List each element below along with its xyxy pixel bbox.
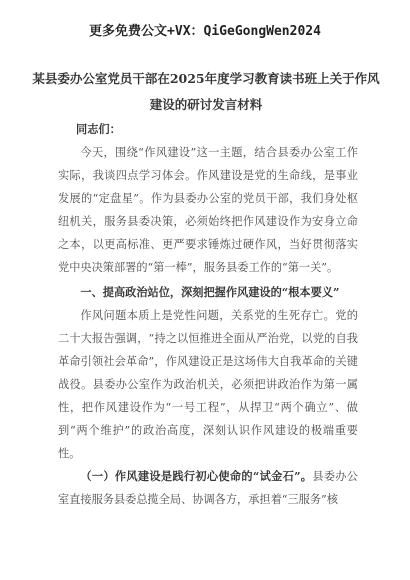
subsection-1-heading: （一）作风建设是践行初心使命的“试金石”。: [80, 469, 313, 483]
section-1-paragraph: 作风问题本质上是党性问题，关系党的生死存亡。党的二十大报告强调，“持之以恒推进全面从严治党，以党的自我革命引领社会革命”，作风建设正是这场伟大自我革命的关键战役。县委办公室作为政治机关，必须把讲政治作为第一属性，把作风建设作为“一号工程”，从捍卫“两个确立”、做到“两个维护”的政治高度，深刻认识作风建设的极端重要性。: [58, 309, 358, 460]
subsection-1-text: 县委办公室直接服务县委总揽全局、协调各方，承担着“三服务”核: [58, 470, 358, 506]
subsection-1: [58, 465, 358, 511]
document-body: [58, 118, 358, 511]
section-heading-1: 一、提高政治站位，深刻把握作风建设的“根本要义”: [80, 285, 340, 299]
salutation: 同志们：: [76, 122, 121, 136]
intro-paragraph: 今天，围绕“作风建设”这一主题，结合县委办公室工作实际，我谈四点学习体会。作风建设是党的生命线，是事业发展的“定盘星”。作为县委办公室的党员干部，我们身处枢纽机关，服务县委决策，必须始终把作风建设作为安身立命之本，以更高标准、更严要求锤炼过硬作风，当好贯彻落实党中央决策部署的“第一棒”，服务县委工作的“第一关”。: [58, 146, 358, 274]
promo-banner: 更多免费公文+VX：QiGeGongWen2024: [89, 24, 321, 39]
document-title: 某县委办公室党员干部在2025年度学习教育读书班上关于作风建设的研讨发言材料: [32, 71, 380, 112]
